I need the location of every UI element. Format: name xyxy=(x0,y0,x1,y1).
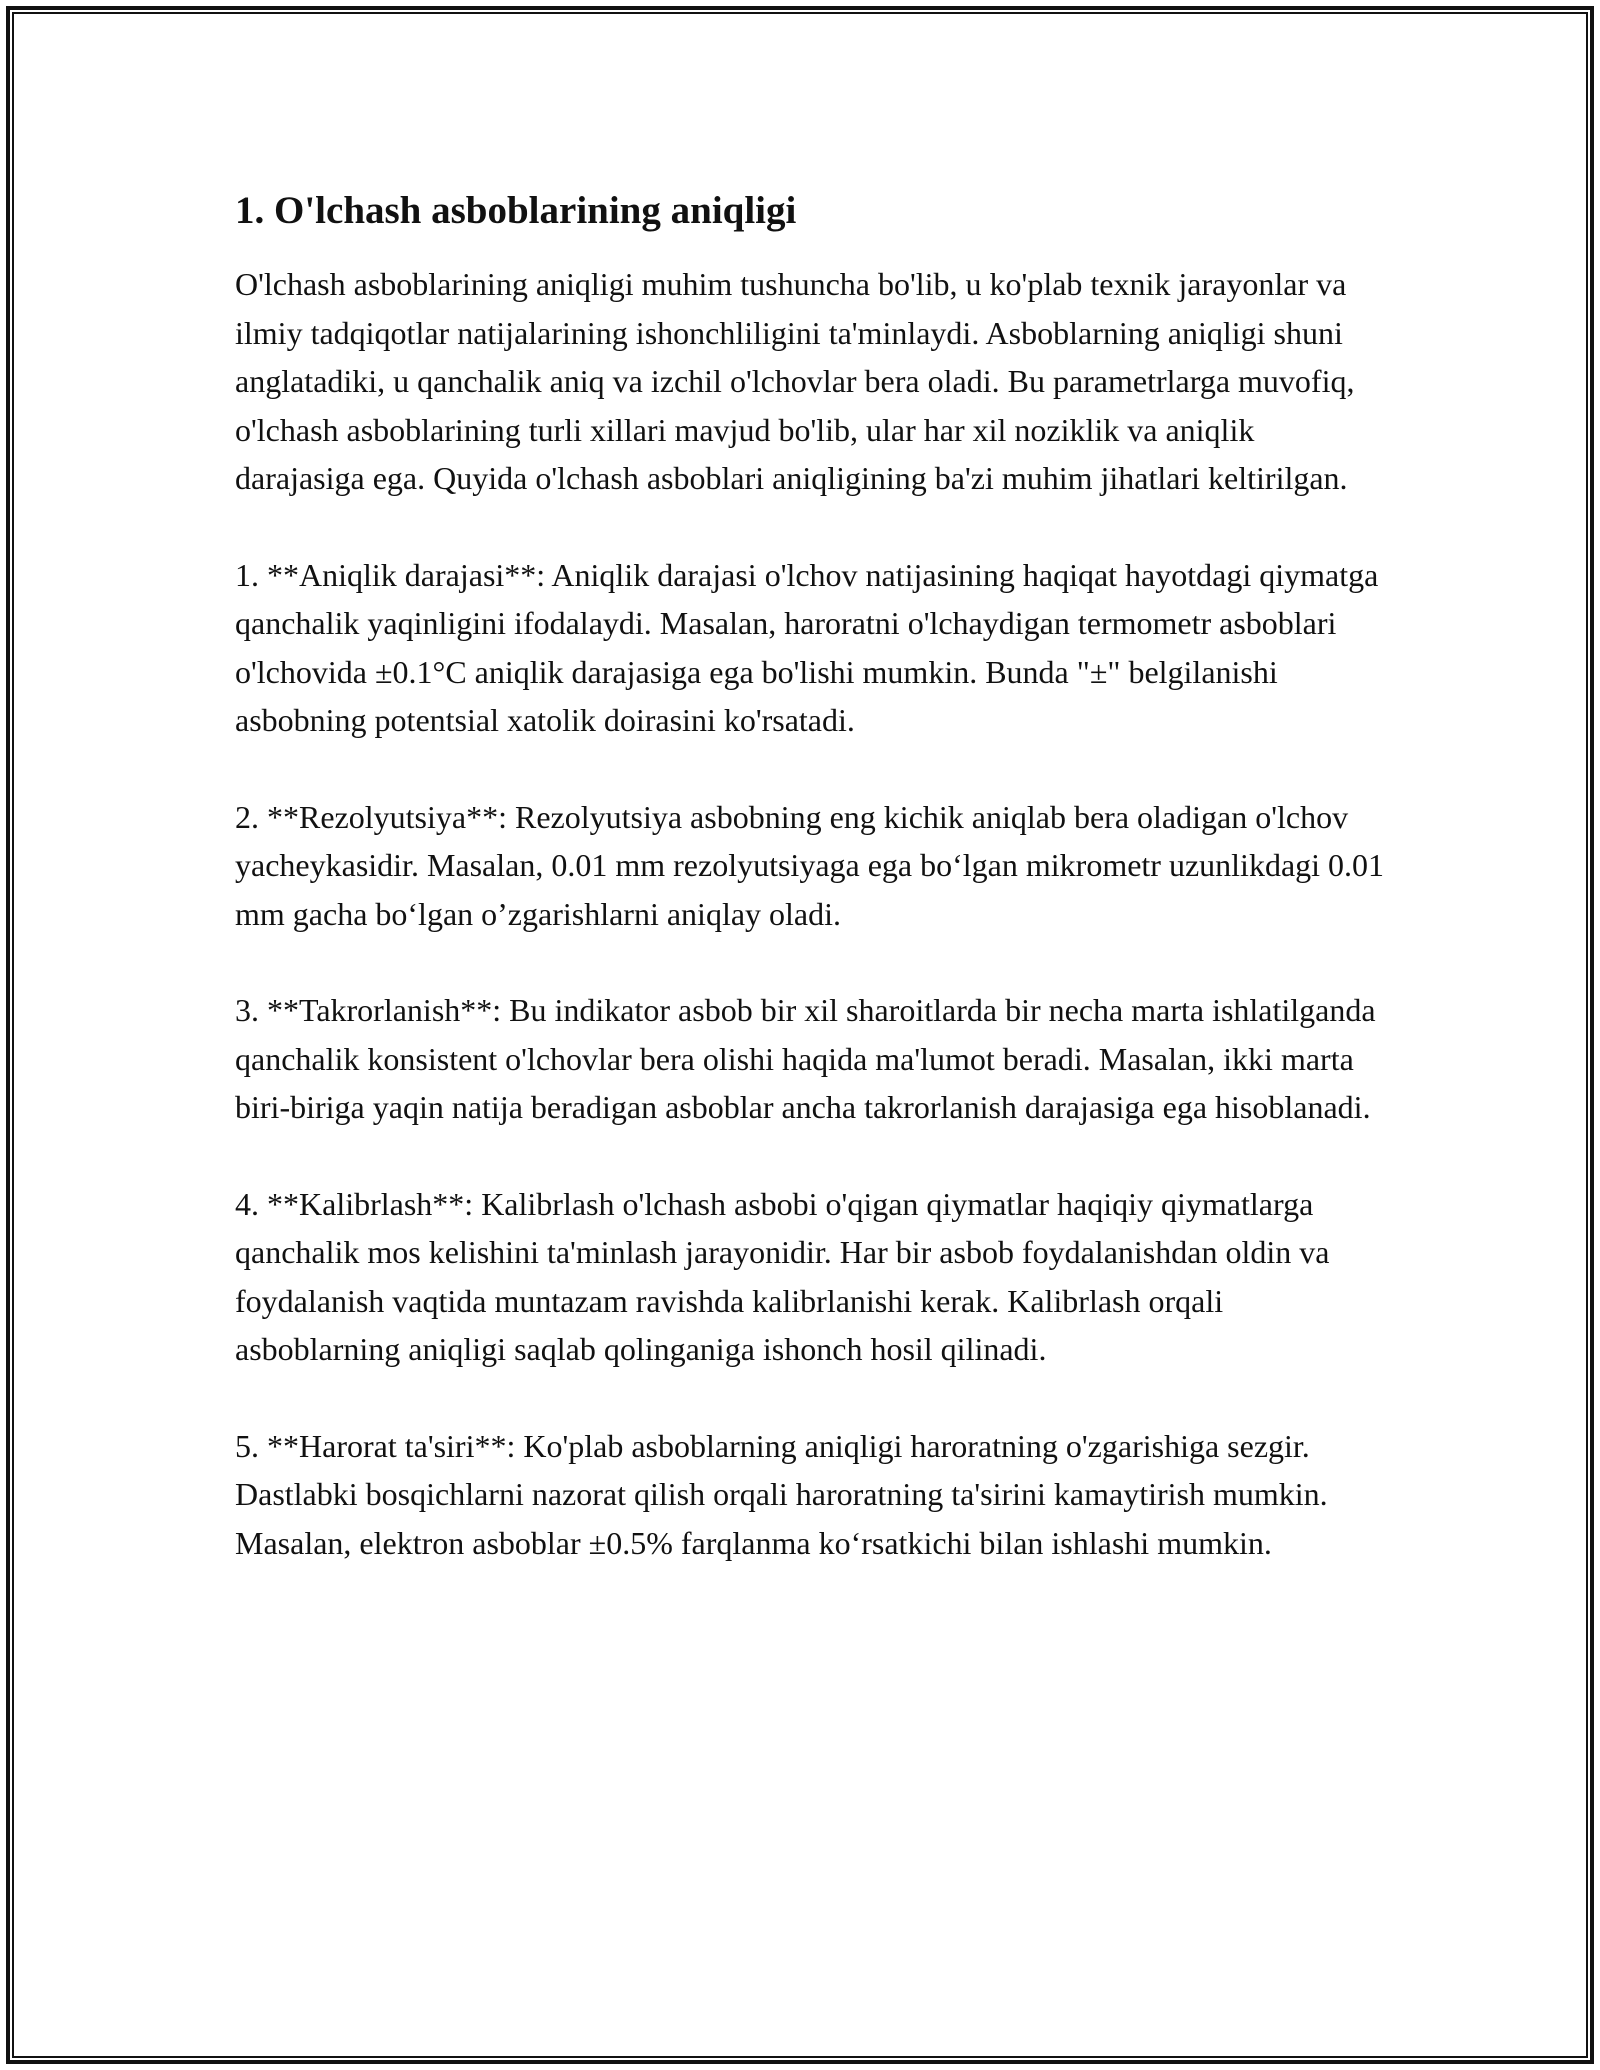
list-item-resolution: 2. **Rezolyutsiya**: Rezolyutsiya asbobning eng kichik aniqlab bera oladigan o'lchov yacheykasidir. Masalan, 0.01 mm rezolyutsiyaga ega bo‘lgan mikrometr uzunlikdagi 0.01 mm gacha bo‘lgan o’zgarishlarni aniqlay oladi. xyxy=(235,798,1385,932)
list-item-accuracy-level: 1. **Aniqlik darajasi**: Aniqlik darajasi o'lchov natijasining haqiqat hayotdagi qiymatga qanchalik yaqinligini ifodalaydi. Masalan, haroratni o'lchaydigan termometr asboblari o'lchovida ±0.1°C aniqlik darajasiga ega bo'lishi mumkin. Bunda "±" belgilanishi asbobning potentsial xatolik doirasini ko'rsatadi. xyxy=(235,556,1379,738)
document-body xyxy=(235,182,1385,1615)
intro-paragraph: O'lchash asboblarining aniqligi muhim tushuncha bo'lib, u ko'plab texnik jarayonlar va ilmiy tadqiqotlar natijalarining ishonchliligini ta'minlaydi. Asboblarning aniqligi shuni anglatadiki, u qanchalik aniq va izchil o'lchovlar bera oladi. Bu parametrlarga muvofiq, o'lchash asboblarining turli xillari mavjud bo'lib, ular har xil noziklik va aniqlik darajasiga ega. Quyida o'lchash asboblari aniqligining ba'zi muhim jihatlari keltirilgan. xyxy=(235,266,1355,496)
document-title: 1. O'lchash asboblarining aniqligi xyxy=(235,189,797,232)
list-item-calibration: 4. **Kalibrlash**: Kalibrlash o'lchash asbobi o'qigan qiymatlar haqiqiy qiymatlarga qanchalik mos kelishini ta'minlash jarayonidir. Har bir asbob foydalanishdan oldin va foydalanish vaqtida muntazam ravishda kalibrlanishi kerak. Kalibrlash orqali asboblarning aniqligi saqlab qolinganiga ishonch hosil qilinadi. xyxy=(235,1185,1330,1367)
list-item-temperature-effect: 5. **Harorat ta'siri**: Ko'plab asboblarning aniqligi haroratning o'zgarishiga sezgir. Dastlabki bosqichlarni nazorat qilish orqali haroratning ta'sirini kamaytirish mumkin. Masalan, elektron asboblar ±0.5% farqlanma ko‘rsatkichi bilan ishlashi mumkin. xyxy=(235,1427,1328,1561)
list-item-repeatability: 3. **Takrorlanish**: Bu indikator asbob bir xil sharoitlarda bir necha marta ishlatilganda qanchalik konsistent o'lchovlar bera olishi haqida ma'lumot beradi. Masalan, ikki marta biri-biriga yaqin natija beradigan asboblar ancha takrorlanish darajasiga ega hisoblanadi. xyxy=(235,992,1376,1125)
